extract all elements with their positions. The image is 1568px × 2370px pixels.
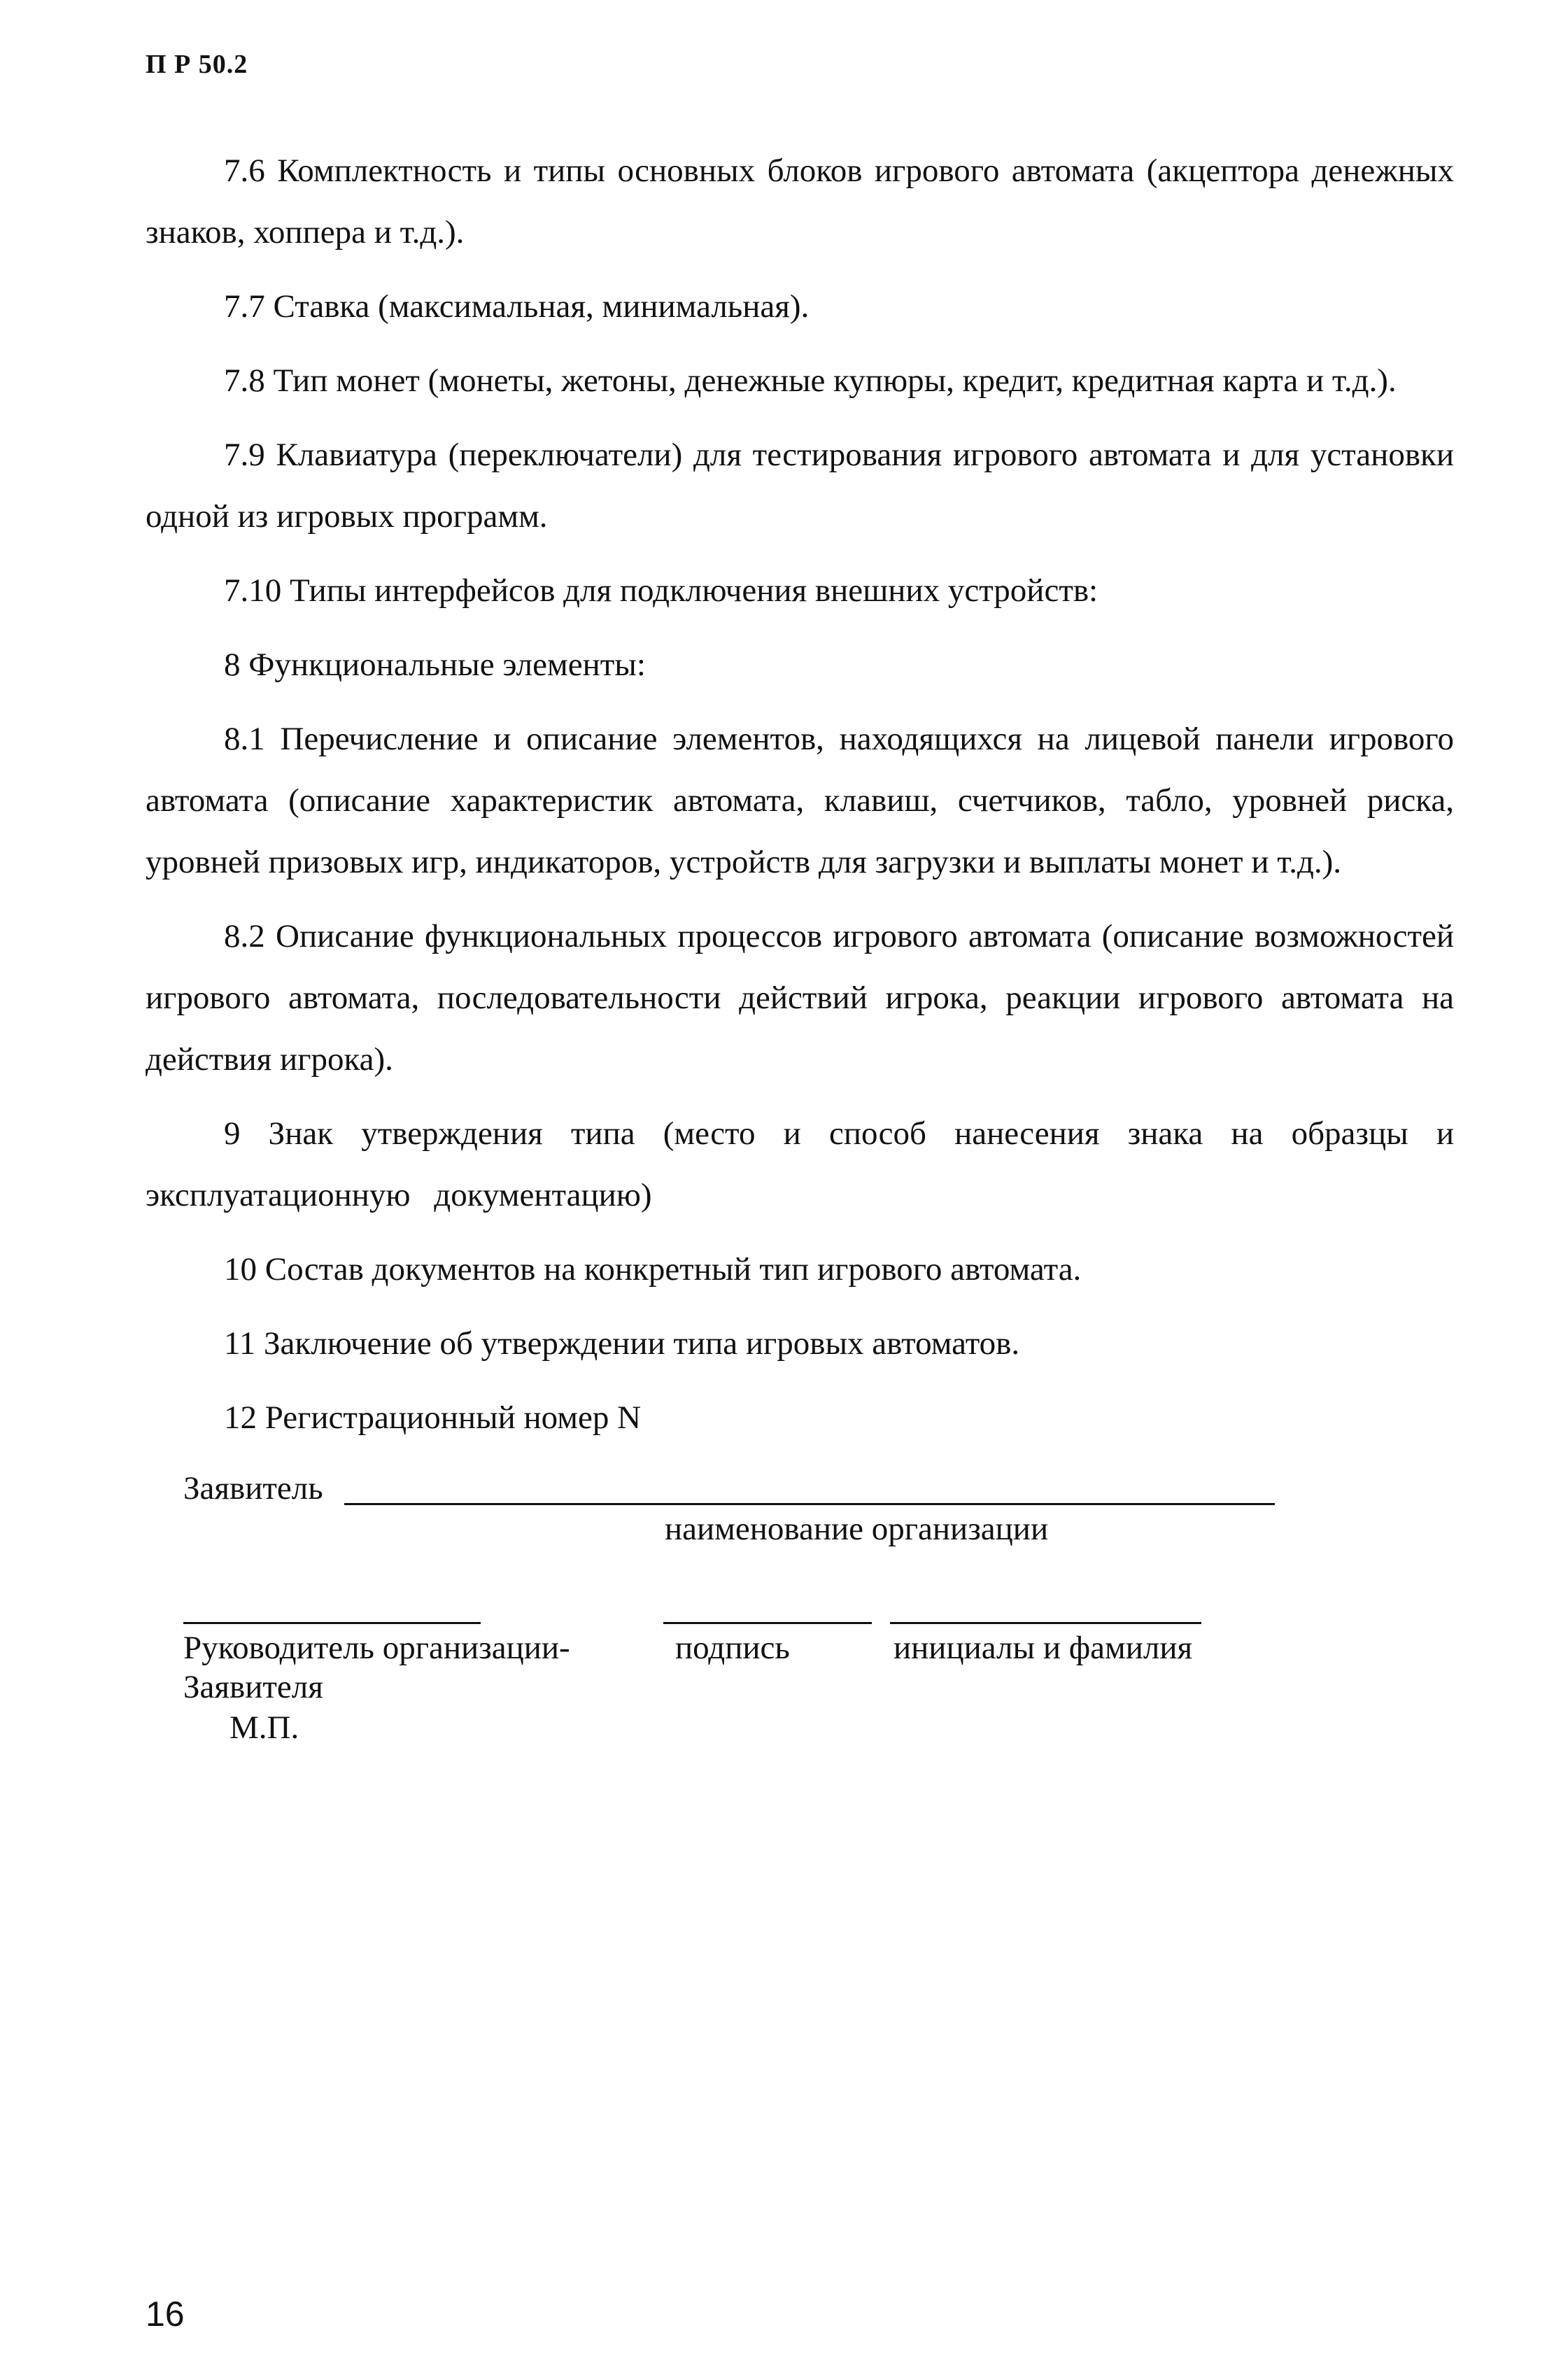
paragraph-number: 9 (224, 1115, 241, 1152)
document-header: П Р 50.2 (146, 50, 248, 79)
paragraph-7-7 (146, 276, 1454, 337)
paragraph-text: Ставка (максимальная, минимальная). (273, 288, 810, 325)
paragraph-text: Знак утверждения типа (место и способ нанесения знака на образцы и эксплуатационную документацию) (146, 1115, 1454, 1213)
applicant-label: Заявитель (183, 1470, 323, 1507)
paragraph-number: 7.8 (224, 362, 265, 399)
paragraph-number: 7.10 (224, 572, 282, 609)
paragraph-text: Регистрационный номер N (264, 1399, 642, 1436)
paragraph-text: Тип монет (монеты, жетоны, денежные купюры, кредит, кредитная карта и т.д.). (273, 362, 1397, 399)
paragraph-number: 7.6 (224, 153, 265, 189)
paragraph-text: Функциональные элементы: (248, 647, 646, 683)
paragraph-text: Комплектность и типы основных блоков игрового автомата (акцептора денежных знаков, хоппера и т.д.). (146, 153, 1454, 251)
paragraph-text: Заключение об утверждении типа игровых автоматов. (264, 1325, 1020, 1362)
paragraph-12 (146, 1387, 1454, 1448)
document-body (146, 140, 1454, 1461)
paragraph-number: 8.1 (224, 721, 265, 757)
seal-label: М.П. (229, 1709, 299, 1746)
head-line (183, 1622, 481, 1624)
paragraph-8-2 (146, 905, 1454, 1090)
paragraph-text: Описание функциональных процессов игрового автомата (описание возможностей игрового автомата, последовательности действий игрока, реакции игрового автомата на действия игрока). (146, 918, 1454, 1078)
paragraph-7-10 (146, 560, 1454, 621)
paragraph-number: 8.2 (224, 918, 265, 954)
paragraph-7-8 (146, 350, 1454, 411)
name-caption: инициалы и фамилия (894, 1630, 1193, 1666)
head-label-line1: Руководитель организации- (183, 1630, 570, 1666)
paragraph-11 (146, 1313, 1454, 1374)
name-line (890, 1622, 1201, 1624)
head-label-line2: Заявителя (183, 1669, 323, 1705)
paragraph-text: Перечисление и описание элементов, находящихся на лицевой панели игрового автомата (описание характеристик автомата, клавиш, счетчиков, табло, уровней риска, уровней призовых игр, индикаторов, устройств для загрузки и выплаты монет и т.д.). (146, 721, 1454, 880)
paragraph-9 (146, 1103, 1454, 1226)
page-number: 16 (146, 2294, 185, 2334)
paragraph-text: Клавиатура (переключатели) для тестирования игрового автомата и для установки одной из игровых программ. (146, 437, 1454, 535)
paragraph-number: 7.9 (224, 437, 265, 473)
paragraph-number: 10 (224, 1251, 257, 1288)
paragraph-8-1 (146, 708, 1454, 893)
paragraph-text: Типы интерфейсов для подключения внешних устройств: (290, 572, 1099, 609)
paragraph-8 (146, 634, 1454, 696)
paragraph-7-6 (146, 140, 1454, 263)
signature-line (663, 1622, 872, 1624)
paragraph-10 (146, 1239, 1454, 1300)
paragraph-number: 11 (224, 1325, 256, 1362)
signature-caption: подпись (675, 1630, 790, 1666)
paragraph-number: 8 (224, 647, 241, 683)
paragraph-number: 12 (224, 1399, 257, 1436)
organization-caption: наименование организации (665, 1511, 1049, 1547)
paragraph-7-9 (146, 424, 1454, 547)
paragraph-number: 7.7 (224, 288, 265, 325)
applicant-line (344, 1503, 1275, 1505)
paragraph-text: Состав документов на конкретный тип игрового автомата. (264, 1251, 1082, 1288)
